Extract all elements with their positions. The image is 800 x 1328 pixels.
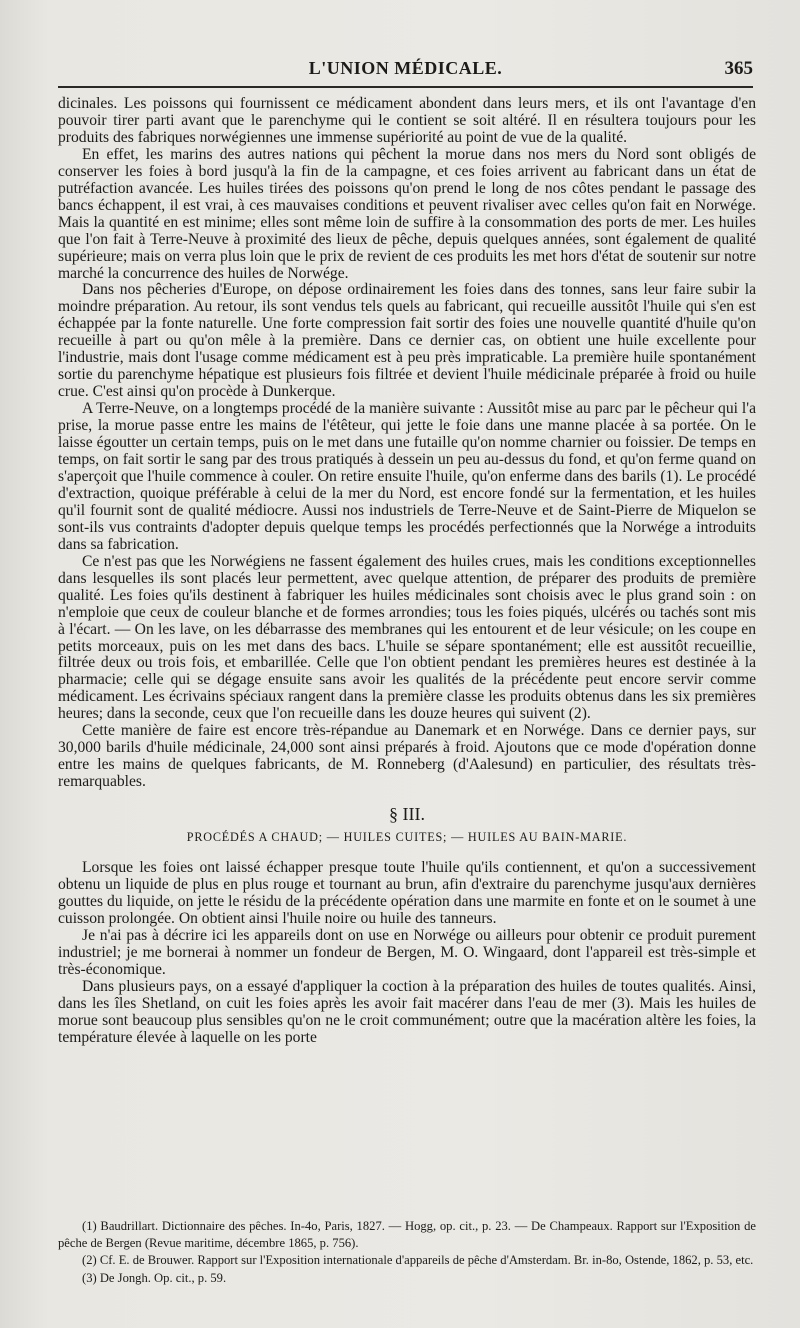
section-number: § III.: [389, 804, 425, 825]
paragraph: Dans plusieurs pays, on a essayé d'appliquer la coction à la préparation des huiles de toutes qualités. Ainsi, dans les îles Shetland, on cuit les foies après les avoir fait macérer dans l'eau de mer (3). Mais les huiles de morue sont beaucoup plus sensibles qu'on ne le croit communément; outre que la macération altère les foies, la température élevée à laquelle on les porte: [58, 977, 756, 1046]
footnote: (3) De Jongh. Op. cit., p. 59.: [82, 1270, 227, 1285]
paragraph: Ce n'est pas que les Norwégiens ne fassent également des huiles crues, mais les conditions exceptionnelles dans lesquelles ils sont placés leur permettent, avec quelque attention, de préparer des produits de première qualité. Les foies qu'ils destinent à fabriquer les huiles médicinales sont choisis avec le plus grand soin : on n'emploie que ceux de couleur blanche et de formes arrondies; tous les foies piqués, ulcérés ou tachés sont mis à l'écart. — On les lave, on les débarrasse des membranes qui les entourent et de leur vésicule; on les coupe en petits morceaux, puis on les met dans des bacs. L'huile se sépare spontanément; elle est aussitôt recueillie, filtrée deux ou trois fois, et embarillée. Celle que l'on obtient pendant les premières heures est destinée à la pharmacie; celle qui se dégage ensuite sans avoir les qualités de la précédente peut encore servir comme médicament. Les écrivains spéciaux rangent dans la première classe les produits obtenus dans les six premières heures; dans la seconde, ceux que l'on recueille dans les douze heures qui suivent (2).: [58, 552, 756, 723]
paragraph: Lorsque les foies ont laissé échapper presque toute l'huile qu'ils contiennent, et qu'on a successivement obtenu un liquide de plus en plus rouge et tournant au brun, afin d'extraire du parenchyme jusqu'aux dernières gouttes du liquide, on jette le résidu de la précédente opération dans une marmite en fonte et on le soumet à une cuisson prolongée. On obtient ainsi l'huile noire ou huile des tanneurs.: [58, 858, 756, 927]
paragraph: A Terre-Neuve, on a longtemps procédé de la manière suivante : Aussitôt mise au parc par le pêcheur qui l'a prise, la morue passe entre les mains de l'étêteur, qui jette le foie dans une manne placée à sa portée. On le laisse égoutter un certain temps, puis on le met dans une futaille qu'on nomme charnier ou foissier. De temps en temps, on fait sortir le sang par des trous pratiqués à dessein un peu au-dessus du fond, et qu'on ferme quand on s'aperçoit que l'huile commence à couler. On retire ensuite l'huile, qu'on enferme dans des barils (1). Le procédé d'extraction, quoique préférable à celui de la mer du Nord, est encore fondé sur la fermentation, et les huiles qu'il fournit sont de qualité médiocre. Aussi nos industriels de Terre-Neuve et de Saint-Pierre de Miquelon se sont-ils vus contraints d'adopter depuis quelque temps les procédés perfectionnés que la Norwége a introduits dans sa fabrication.: [58, 400, 756, 553]
footnote: (2) Cf. E. de Brouwer. Rapport sur l'Exposition internationale d'appareils de pêche d'Amsterdam. Br. in-8o, Ostende, 1862, p. 53, etc.: [82, 1253, 754, 1268]
section-title: PROCÉDÉS A CHAUD; — HUILES CUITES; — HUILES AU BAIN-MARIE.: [186, 830, 628, 845]
paragraph: Je n'ai pas à décrire ici les appareils dont on use en Norwége ou ailleurs pour obtenir ce produit purement industriel; je me bornerai à nommer un fondeur de Bergen, M. O. Wingaard, dont l'appareil est très-simple et très-économique.: [58, 926, 756, 978]
paragraph: En effet, les marins des autres nations qui pêchent la morue dans nos mers du Nord sont obligés de conserver les foies à bord jusqu'à la fin de la campagne, et ces foies arrivent au fabricant dans un état de putréfaction avancée. Les huiles tirées des poissons qu'on prend le long de nos côtes pendant le passage des bancs échappent, il est vrai, à ces mauvaises conditions et peuvent rivaliser avec celles qu'on fait en Norwége. Mais la quantité en est minime; elles sont même loin de suffire à la consommation des ports de mer. Les huiles que l'on fait à Terre-Neuve à proximité des lieux de pêche, depuis quelques années, sont également de qualité supérieure; mais on verra plus loin que le prix de revient de ces produits les met hors d'état de soutenir sur notre marché la concurrence des huiles de Norwége.: [58, 145, 756, 282]
paragraph: Dans nos pêcheries d'Europe, on dépose ordinairement les foies dans des tonnes, sans leur faire subir la moindre préparation. Au retour, ils sont vendus tels quels au fabricant, qui recueille aussitôt l'huile qui s'en est échappée par la fonte naturelle. Une forte compression fait sortir des foies une nouvelle quantité d'huile qu'on recueille à part ou qu'on mêle à la première. Dans ce dernier cas, on obtient une huile excellente pour l'industrie, mais dont l'usage comme médicament est à peu près impraticable. La première huile spontanément sortie du parenchyme hépatique est plusieurs fois filtrée et devient l'huile médicinale préparée à froid ou huile crue. C'est ainsi qu'on procède à Dunkerque.: [58, 281, 756, 401]
footnotes: [58, 1218, 756, 1287]
footnote: (1) Baudrillart. Dictionnaire des pêches. In-4o, Paris, 1827. — Hogg, op. cit., p. 23. — De Champeaux. Rapport sur l'Exposition de pêche de Bergen (Revue maritime, décembre 1865, p. 756).: [58, 1219, 756, 1251]
body-text: [58, 96, 756, 1046]
page-number: 365: [724, 58, 753, 79]
running-title: L'UNION MÉDICALE.: [308, 58, 503, 78]
paragraph: dicinales. Les poissons qui fournissent ce médicament abondent dans leurs mers, et ils ont l'avantage d'en pouvoir tirer parti avant que le parenchyme qui le contient se soit altéré. Il en résultera toujours pour les produits des fabriques norwégiennes une immense supériorité au point de vue de la qualité.: [58, 95, 756, 146]
page-header: [58, 52, 753, 88]
paragraph: Cette manière de faire est encore très-répandue au Danemark et en Norwége. Dans ce dernier pays, sur 30,000 barils d'huile médicinale, 24,000 sont ainsi préparés à froid. Ajoutons que ce mode d'opération donne entre les mains de quelques fabricants, de M. Ronneberg (d'Aalesund) en particulier, des résultats très-remarquables.: [58, 722, 756, 791]
